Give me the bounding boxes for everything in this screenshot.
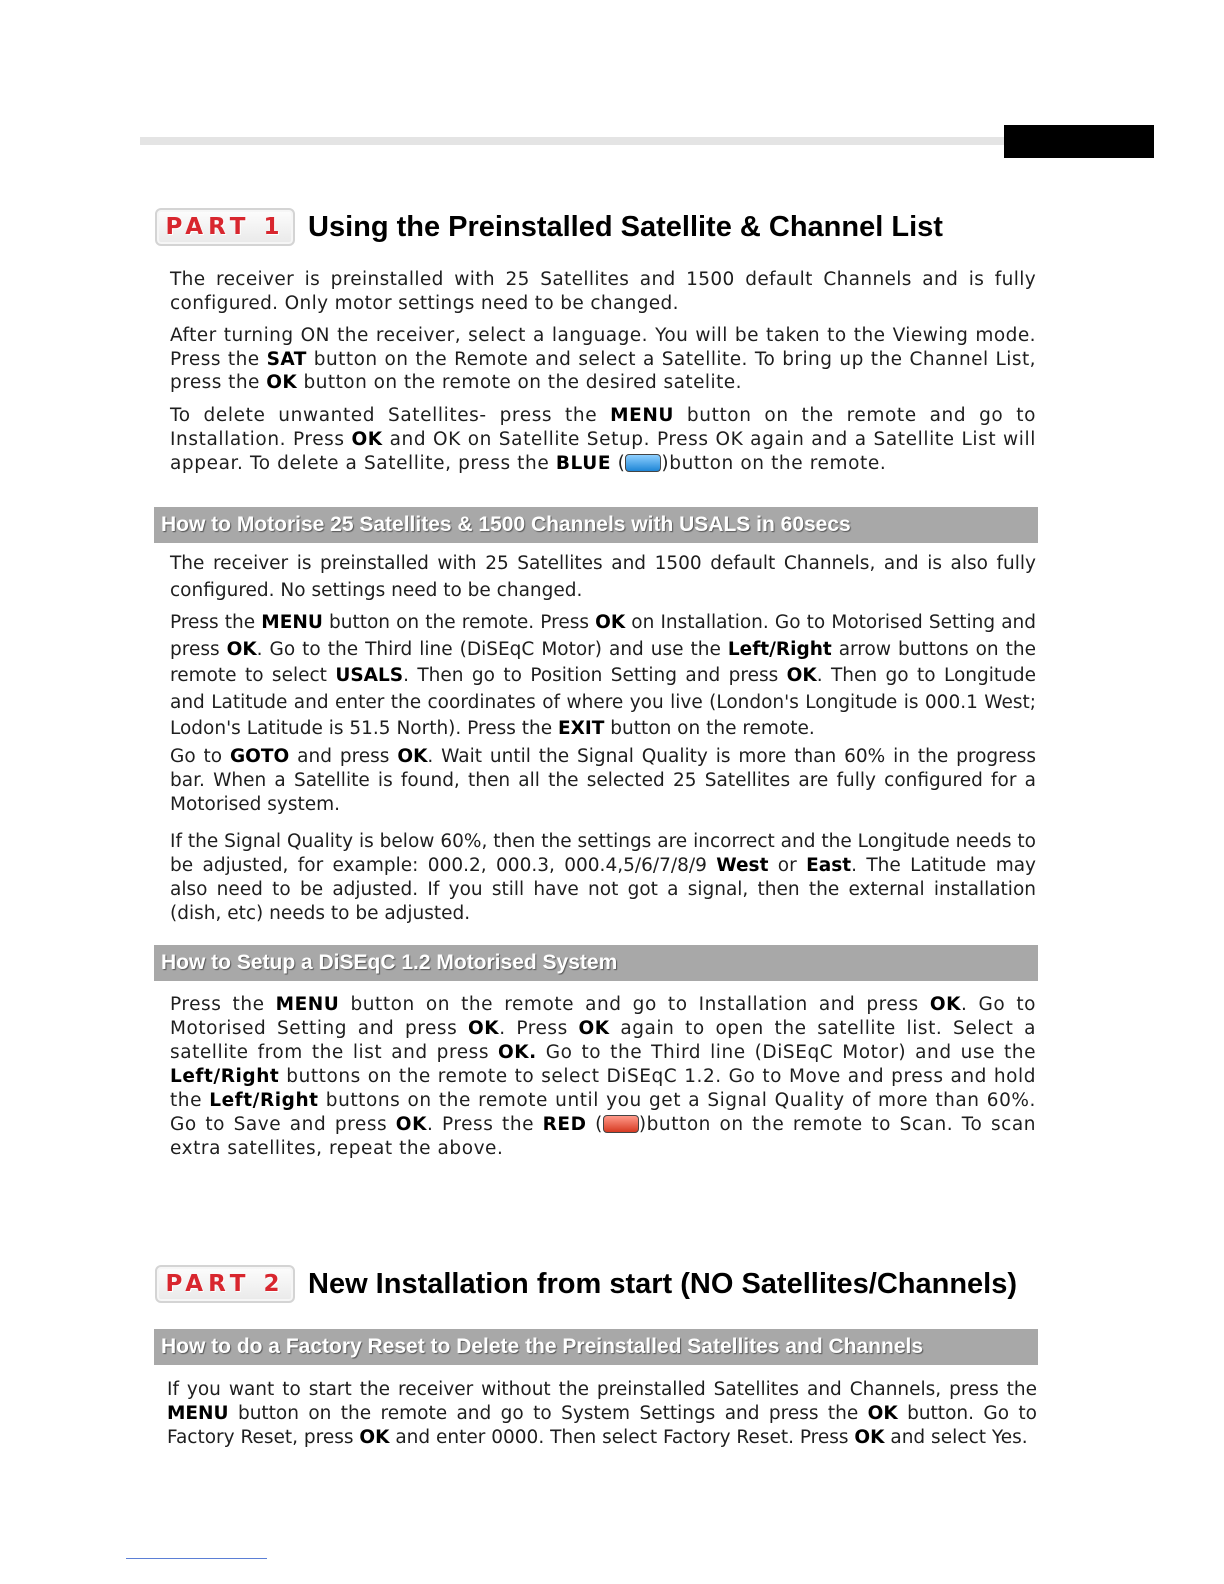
reset-paragraph-1: If you want to start the receiver without the preinstalled Satellites and Channels, press the MENU button on the remote and go to System Settings and press the OK button. Go to Factory Reset, press OK and enter 0000. Then select Factory Reset. Press OK and select Yes.	[167, 1379, 1037, 1448]
reset-heading: How to do a Factory Reset to Delete the Preinstalled Satellites and Channels	[154, 1329, 1038, 1365]
part1-paragraph-3: To delete unwanted Satellites- press the MENU button on the remote and go to Installation. Press OK and OK on Satellite Setup. Press OK again and a Satellite List will appear. To delete a Satellite, press the BLUE ( )button on the remote.	[170, 405, 1036, 474]
usals-paragraph-2: Press the MENU button on the remote. Press OK on Installation. Go to Motorised Setting and press OK. Go to the Third line (DiSEqC Motor) and use the Left/Right arrow buttons on the remote to select USALS. Then go to Position Setting and press OK. Then go to Longitude and Latitude and enter the coordinates of where you live (London's Longitude is 000.1 West; Lodon's Latitude is 51.5 North). Press the EXIT button on the remote.	[170, 612, 1037, 739]
footer-line	[126, 1558, 267, 1559]
diseqc-paragraph-1: Press the MENU button on the remote and go to Installation and press OK. Go to Motorised Setting and press OK. Press OK again to open the satellite list. Select a satellite from the list and press OK. Go to the Third line (DiSEqC Motor) and use the Left/Right buttons on the remote to select DiSEqC 1.2. Go to Move and press and hold the Left/Right buttons on the remote until you get a Signal Quality of more than 60%. Go to Save and press OK. Press the RED ( )button on the remote to Scan. To scan extra satellites, repeat the above.	[170, 994, 1037, 1159]
part2-badge: PART 2	[155, 1265, 295, 1303]
usals-paragraph-1: The receiver is preinstalled with 25 Satellites and 1500 default Channels, and is also fully configured. No settings need to be changed.	[170, 553, 1036, 601]
header-block	[1004, 125, 1154, 158]
part1-paragraph-1: The receiver is preinstalled with 25 Satellites and 1500 default Channels and is fully configured. Only motor settings need to be changed.	[170, 269, 1036, 314]
header-rule	[140, 137, 1006, 145]
part1-badge: PART 1	[155, 208, 295, 246]
diseqc-heading: How to Setup a DiSEqC 1.2 Motorised System	[154, 945, 1038, 981]
part2-header	[155, 1265, 1017, 1303]
usals-heading: How to Motorise 25 Satellites & 1500 Channels with USALS in 60secs	[154, 507, 1038, 543]
usals-paragraph-3: Go to GOTO and press OK. Wait until the Signal Quality is more than 60% in the progress bar. When a Satellite is found, then all the selected 25 Satellites are fully configured for a Motorised system.	[170, 746, 1036, 815]
usals-paragraph-4: If the Signal Quality is below 60%, then the settings are incorrect and the Longitude needs to be adjusted, for example: 000.2, 000.3, 000.4,5/6/7/8/9 West or East. The Latitude may also need to be adjusted. If you still have not got a signal, then the external installation (dish, etc) needs to be adjusted.	[170, 831, 1036, 924]
part1-paragraph-2: After turning ON the receiver, select a language. You will be taken to the Viewing mode. Press the SAT button on the Remote and select a Satellite. To bring up the Channel List, press the OK button on the remote on the desired satelite.	[170, 325, 1037, 393]
part1-title: Using the Preinstalled Satellite & Channel List	[308, 210, 943, 243]
red-button-icon	[603, 1115, 639, 1133]
blue-button-icon	[625, 454, 661, 472]
part1-header	[155, 208, 943, 246]
part2-title: New Installation from start (NO Satellites/Channels)	[308, 1267, 1018, 1300]
